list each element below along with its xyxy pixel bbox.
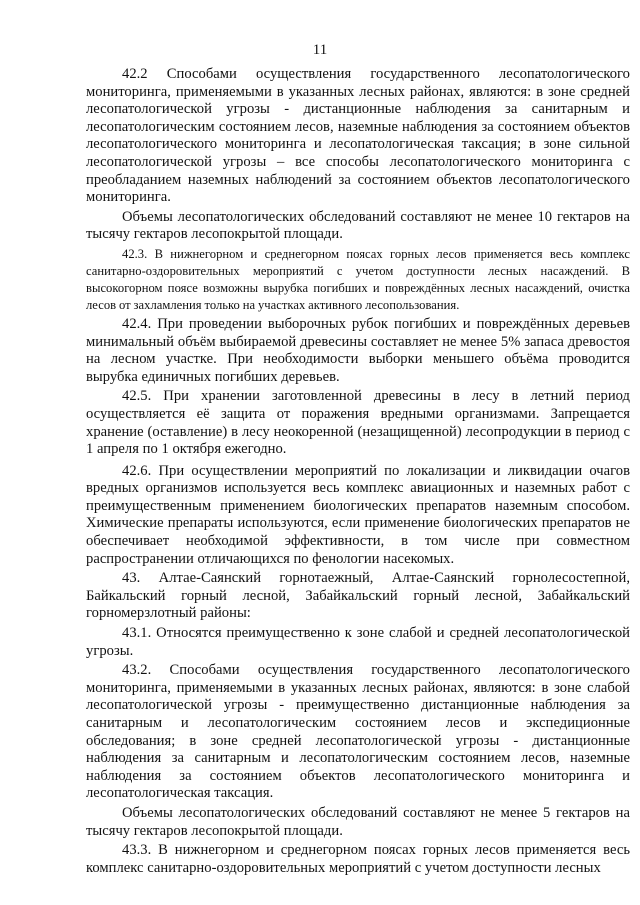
paragraph-43-2-volume: Объемы лесопатологических обследований составляют не менее 5 гектаров на тысячу гектаров лесопокрытой площади. bbox=[86, 804, 630, 839]
paragraph-42-4: 42.4. При проведении выборочных рубок погибших и повреждённых деревьев минимальный объём выбираемой древесины составляет не менее 5% запаса древостоя на лесном участке. При необходимости выборки меньшего объёма проводится вырубка единичных погибших деревьев. bbox=[86, 315, 630, 385]
paragraph-43-1: 43.1. Относятся преимущественно к зоне слабой и средней лесопатологической угрозы. bbox=[86, 625, 630, 659]
paragraph-42-6: 42.6. При осуществлении мероприятий по локализации и ликвидации очагов вредных организмов используется весь комплекс авиационных и наземных работ с преимущественным применением биологических препаратов наземным способом. Химические препараты используются, если применение биологических препаратов не обеспечивает необходимой эффективности, в том числе при совместном распространении отличающихся по фенологии насекомых. bbox=[86, 462, 630, 567]
paragraph-42-2-volume: Объемы лесопатологических обследований составляют не менее 10 гектаров на тысячу гектаров лесопокрытой площади. bbox=[86, 208, 630, 243]
paragraph-43-2: 43.2. Способами осуществления государственного лесопатологического мониторинга, применяемыми в указанных лесных районах, являются: в зоне слабой лесопатологической угрозы - преимущественно дистанционные наблюдения за санитарным и лесопатологическим состоянием лесов и экспедиционные обследования; в зоне средней лесопатологической угрозы - дистанционные наблюдения за санитарным и лесопатологическим состоянием лесов, наземные наблюдения за состоянием объектов лесопатологического мониторинга и лесопатологическая таксация. bbox=[86, 662, 630, 802]
page-number: 11 bbox=[312, 42, 328, 58]
paragraph-42-5: 42.5. При хранении заготовленной древесины в лесу в летний период осуществляется её защита от поражения вредными организмами. Запрещается хранение (оставление) в лесу неокоренной (незащищенной) лесопродукции в период с 1 апреля по 1 октября ежегодно. bbox=[86, 388, 630, 458]
paragraph-42-2: 42.2 Способами осуществления государственного лесопатологического мониторинга, применяемыми в указанных лесных районах, являются: в зоне средней лесопатологической угрозы - дистанционные наблюдения за санитарным и лесопатологическим состоянием лесов, наземные наблюдения за состоянием объектов лесопатологического мониторинга и лесопатологическая таксация; в зоне сильной лесопатологической угрозы – все способы лесопатологического мониторинга с преобладанием наземных наблюдений за состоянием объектов лесопатологического мониторинга. bbox=[86, 66, 630, 206]
paragraph-43: 43. Алтае-Саянский горнотаежный, Алтае-Саянский горнолесостепной, Байкальский горный лесной, Забайкальский горный лесной, Забайкальский горномерзлотный районы: bbox=[86, 570, 630, 622]
document-body bbox=[86, 66, 630, 879]
paragraph-42-3: 42.3. В нижнегорном и среднегорном поясах горных лесов применяется весь комплекс санитарно-оздоровительных мероприятий с учетом доступности лесных насаждений. В высокогорном поясе возможны вырубка погибших и повреждённых лесных насаждений, очистка лесов от захламления только на участках активного лесопользования. bbox=[86, 246, 630, 312]
paragraph-43-3: 43.3. В нижнегорном и среднегорном поясах горных лесов применяется весь комплекс санитарно-оздоровительных мероприятий с учетом доступности лесных bbox=[86, 842, 630, 876]
